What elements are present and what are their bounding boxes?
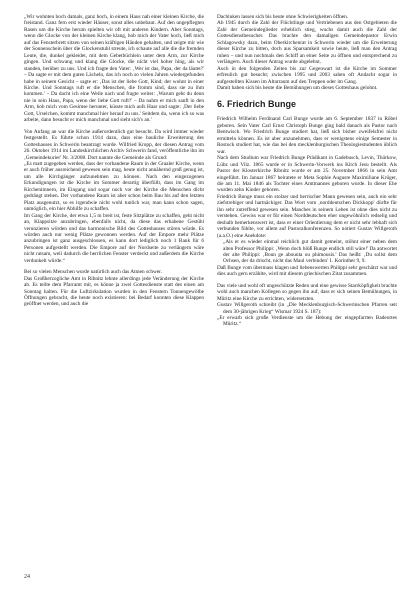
left-column [24, 14, 204, 308]
paragraph-9: Auch in den folgenden Zeiten bis zur Gegenwart ist die Kirche im Sommer erfreulich gut besucht; zwischen 1995 und 2003 sahen oft Andacht sogar in aufgestellten Kissen im Altarraum auf den Treppen oder im Gang. [217, 65, 397, 85]
quote-paragraph-4: Im Gang der Kirche, der etwa 1,5 m breit ist, feste Sitzplätze zu schaffen, geht nicht an, Klappsitze anzubringen, ebenfalls nicht, da diese das erhabene Gestühl verunzieren würden und das harmonische Bild des Gotteshauses stören würde. Es würden auch nur wenig Plätze gewonnen werden. Auf der Empore mehr Plätze anzubringen ist ganz ausgeschlossen, es kann dort lediglich noch 1 Bank für 6 Personen aufgestellt werden. Die Empore auf der Nordseite zu verlängern wäre nicht ratsam, weil dadurch die herrlichen Fenster verdeckt und außerdem die Kirche verdunkelt würde.“ [24, 212, 204, 264]
right-column [217, 14, 397, 328]
paragraph-8: Ab 1945 durch die Zahl der Flüchtlinge und Vertriebenen aus den Ostgebieten die Zahl der Gemeindeglieder erheblich stieg, wuchs damit auch die Zahl der Gottesdienstbesucher. Das brachte den damaligen Gemeindepastor Erwin Schlagowsky dazu, beim Oberkirchenrat in Schwerin wieder um die Erweiterung dieser Kirche zu bitten, doch aus Sparsamkeit sowie heute, ließ man den Antrag ruhen – und nun nochmals den Schiff an einer Seite zu öffnen und entsprechend zu verlängern. Auch dieser Antrag wurde abgelehnt. [217, 20, 397, 66]
bullet-item-1: Gustav Willgeroth schreibt (in „Die Mecklenburgisch-Schwerinschen Pfarren seit dem 30-jährigen Krieg“ Wismar 1924 S. 187): [217, 302, 397, 315]
paragraph-5: Bei so vielen Menschen wurde natürlich auch das Atmen schwer. [24, 269, 162, 276]
section-heading: 6. Friedrich Bunge [217, 99, 297, 110]
paragraph-6: Das Großherzogliche Amt in Ribnitz lehnte allerdings jede Veränderung der Kirche ab. Es teilte dem Pfarramt mit, es könne ja zwei Gottesdienste statt des einen am Sonntag halten. Für die Luftzirkulation wurden in den Fenstern Tonnengewölbe Öffnungen gebracht, die heute noch existieren: bei Bedarf konnten diese Klappen geöffnet werden, und auch die [24, 275, 204, 308]
paragraph-10: Damit haben sich bis heute die Bemühungen um dieses Gotteshaus gelohnt. [217, 84, 378, 91]
bunge-quote: „Als er es wieder einmal reichlich gut damit gemeint, stöhnt einer neben dem alten Professor Philippi: ‚Wenn doch blöß Bunge endlich still wäre!' Da antwortet der alte Philippi: ‚Boun ge abounta ou phimousis.' Das heißt: ‚Du sollst dem Ochsen, der da drischt, nicht das Maul verbinden' 1. Korinther 9, 9. [223, 239, 397, 265]
paragraph-7: Dachluken lassen sich bis heute ohne Schwierigkeiten öffnen. [217, 14, 349, 20]
bunge-paragraph-2: Nach dem Studium war Friedrich Bunge Prädikant in Gadebusch, Levin, Thürkow, Lübz und Vilz. 1865 wurde er in Schwerin-Vorwerk ins Kirch Jesu bestellt. Als Pastor der Klosterkirche Ribnitz wurde er am 25. November 1866 in sein Amt eingeführt. Im Januar 1867 heiratete er Meta Sophie Auguste Maximiliane Krüger, die am 11. Mai 1846 als Tochter eines Amtmannes geboren wurde. In dieser Ehe wurden zehn Kinder geboren. [217, 155, 397, 194]
bunge-paragraph-1: Friedrich Wilhelm Ferdinand Carl Bunge wurde am 6. September 1837 in Röbel geboren. Sein Vater Carl Ernst Christoph Bunge ging bald danach als Pastor nach Bentwisch. Wo Friedrich Bunge studiert hat, ließ sich bisher zweifelsfrei nicht ermitteln können. Es ist aber anzunehmen, dass er wenigstens einige Semester in Rostock studiert hat, wie das bei den mecklenburgischen Theologiestudenten üblich war. [217, 116, 397, 155]
bunge-paragraph-5: Das viele und wohl oft ungeschützte Reden und eine gewisse Starrköpfigkeit brachte wohl auch manchen Kollegen so gegen ihn auf, dass er sich seinen Bemühungen, in Müritz eine Kirche zu errichten, widersetzten. [217, 282, 397, 302]
page-number: 24 [24, 574, 30, 580]
quote-paragraph-3: „Es matt zugegeben werden, dass der vorhandene Raum in der Graaler Kirche, wenn er auch früher ausreichend gewesen sein mag, heute nicht annähernd groß genug ist, um alle Kirchgänger aufzunehmen zu können. Nach den eingezogenen Erkundigungen ist die Kirche im Sommer derartig überfüllt, dass im Gang im Kirchenimnern, im Eingang und sogar noch vor der Kirche die Menschen dicht gedrängt stehen. Der vorhandene Raum ist aber schon beim Bau bis auf den letzten Platz ausgenutzt, so es irgendwie nicht wohl tunlich war, man kann schon sagen, unmöglich, ein hier Abhilfe zu schaffen. [24, 160, 204, 213]
bullet-item-2: „Er erwarb sich große Verdienste um die Hebung der eingepfarrten Badeortes Müritz.“ [217, 315, 397, 328]
bunge-paragraph-4: Daß Bunge vom übermass klagen und liebenswerten Philippi sehr geschätzt war und dies auch gern erzählte, wird mit diesem griechischen Zitat zusammen. [217, 264, 397, 278]
bunge-paragraph-3: Friedrich Bunge muss ein stolzer und herrischer Mann gewesen sein, auch ein sehr ziefstrebiger und hartnäckiger. Das Wort vom ‚norddeutschen Dickkopp' dürfte für ihn sehr zutreffend gewesen sein. Manches in seinem Leben ist ohne dies nicht zu verstehen. Gewiss war er für einen Norddeutschen eher ungewöhnlich redselig und deshalb bemerkenswert ist, dass er einer Orientierung dem er nicht sehr lebhaft sich verbunden fühlte, vor allem auf Pastoralkonferenzen. So notiert Gustav Willgeroth (a.a.O.) eine Anekdote: [217, 193, 397, 239]
quote-paragraph-1: „Wir wohnten hoch damals, ganz hoch, in einem Haus nah einer kleinen Kirche, die freistand. Ganz fern erst wieder Häuser, sonst alles unbebaut. Auf den ungepflegten Rasen um die Kirche herum spielten wir oft mit anderen Kindern. Aber Sonntags, wenn die Glocke von der kleinen Kirche klang, hob mich der Vater hoch, ließ mich auf das Fensterbrett sitzen von seinen kräftigen Händen gehalten, und zeigte mir wie der Sonnenschein über die Glockenstuhl streute, ich schaute auf alle die die fremden Leute, die, dunkel gekleidet, mit dem Gebetbüchlein unter dem Arm, zur Kirche gingen. Und schwang und klang die Glocke, die nicht viel hoher hing, als wir standen, herüber zu uns. Und ich fragte den Vater: ‚Wer ist das, Papa, der da läutet?' – Da sagte er mit dem guten Lächeln, das ich noch so vielen Jahren wiedergefunden habe in seinem Gesicht – sagte er: ‚Das ist der liebe Gott, Kind; der wohnt in einer Kirche. Und Sonntags ruft er die Menschen, die fromm sind, dass sie zu ihm kommen.' – Da dacht ich eine Weile nach und fragte weiter: ‚Warum geht du denn nie in sein Haus, Papa, wenn der liebe Gott ruft?' – Da nahm er mich sanft in den Arm, hob mich vom Gesimse herunter, küsste mich aufs Haar und sagte: ‚Der liebe Gott, Urselchen, kommt manchmal hier herauf zu uns.' Seitdem du, wenn ich so was arbeite, dann besucht er mich manchmal und sieht sich's an.' [24, 14, 204, 124]
paragraph-2: Von Anfang an war die Kirche außerordentlich gut besucht. Da wird immer wieder festgestellt. Es führte schon 1914 dazu, dass eine bauliche Erweiterung des Gotteshauses in Schwerin beantragt wurde. Wilfried Kropp, der diesen Antrag vom 26. Oktober 1914 im Landeskirchlichen Archiv Schwerin fand, veröffentliche ihn im ‚Gemeindekurier' Nr. 3/2008. Dort nannte die Gemeinde als Grund: [24, 128, 204, 161]
